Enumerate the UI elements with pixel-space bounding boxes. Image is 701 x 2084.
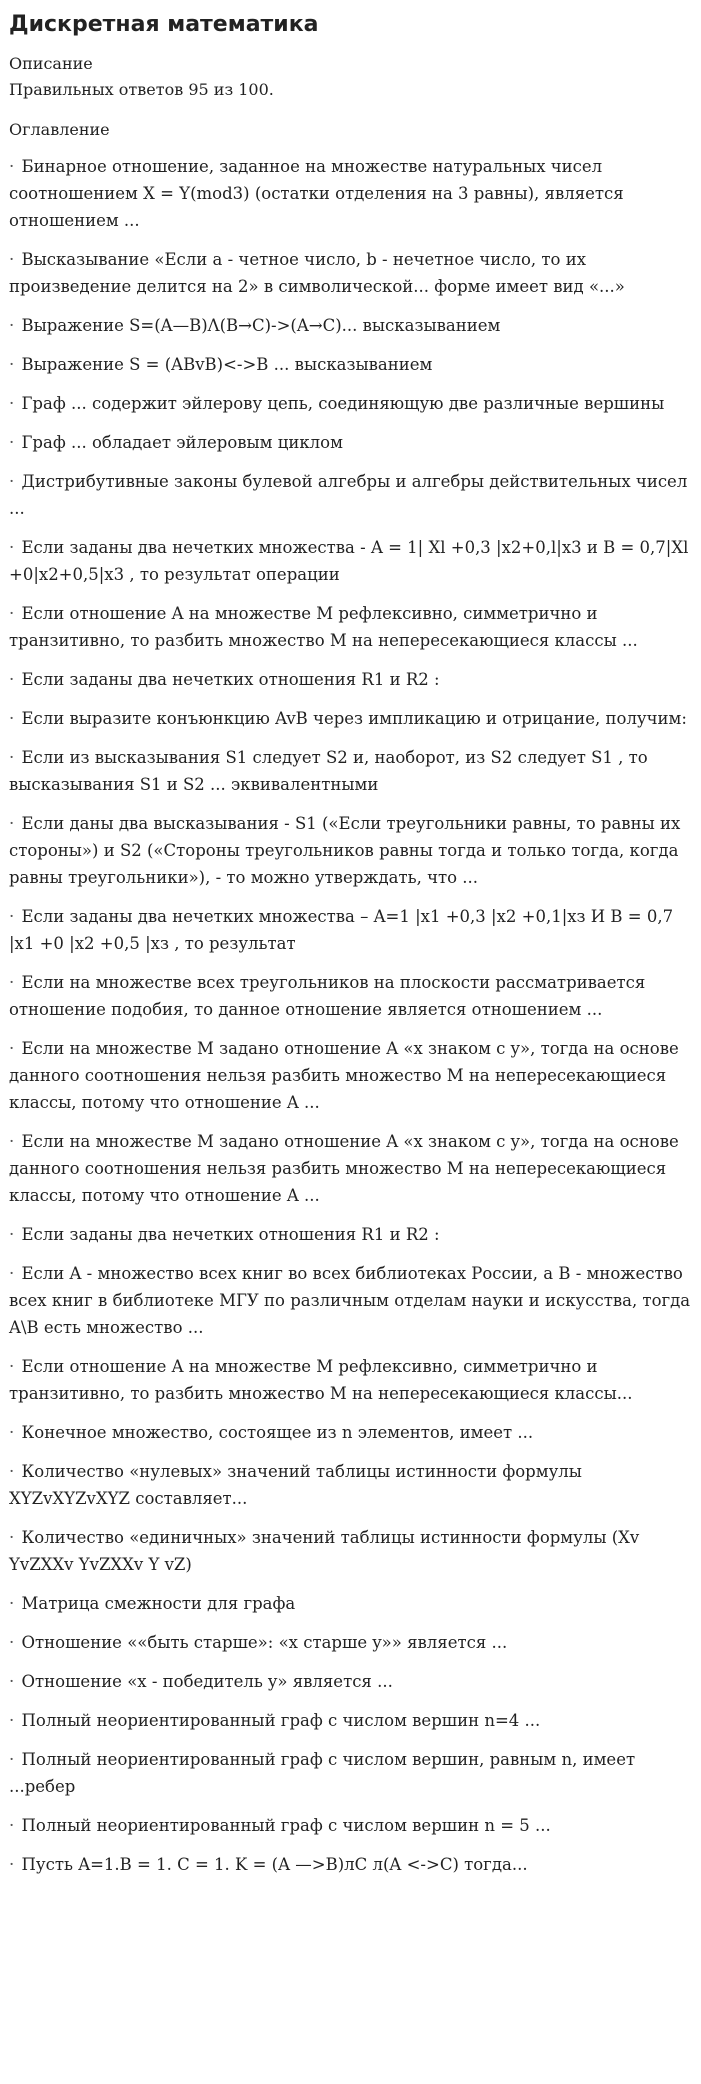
toc-item-label: Граф ... обладает эйлеровым циклом — [21, 433, 343, 452]
toc-bullet: · — [9, 907, 15, 926]
toc-item[interactable] — [9, 351, 691, 378]
toc-bullet: · — [9, 316, 15, 335]
toc-item[interactable] — [9, 810, 691, 891]
toc-bullet: · — [9, 472, 15, 491]
toc-bullet: · — [9, 394, 15, 413]
toc-item[interactable] — [9, 1746, 691, 1800]
toc-item-label: Если заданы два нечетких множества – A=1 |x1 +0,3 |x2 +0,1|xз И B = 0,7 |x1 +0 |x2 +0,5 |xз , то результат — [9, 907, 674, 953]
toc-item[interactable] — [9, 1221, 691, 1248]
toc-item-label: Бинарное отношение, заданное на множестве натуральных чисел соотношением X = Y(mod3) (остатки отделения на 3 равны), является отношением ... — [9, 157, 624, 230]
toc-item[interactable] — [9, 600, 691, 654]
toc-item-label: Полный неориентированный граф с числом вершин n=4 ... — [21, 1711, 541, 1730]
toc-item-label: Отношение «x - победитель y» является ... — [21, 1672, 393, 1691]
toc-heading: Оглавление — [9, 120, 110, 139]
toc-bullet: · — [9, 1633, 15, 1652]
toc-item-label: Отношение ««быть старше»: «x старше y»» является ... — [21, 1633, 508, 1652]
toc-item-label: Если заданы два нечетких отношения R1 и R2 : — [21, 670, 440, 689]
toc-item-label: Пусть A=1.B = 1. C = 1. K = (A —>B)лC л(A <->C) тогда... — [21, 1855, 528, 1874]
toc-bullet: · — [9, 1039, 15, 1058]
toc-item[interactable] — [9, 468, 691, 522]
toc-bullet: · — [9, 748, 15, 767]
toc-bullet: · — [9, 355, 15, 374]
toc-item-label: Высказывание «Если а - четное число, b - нечетное число, то их произведение делится на 2» в символической... форме имеет вид «...» — [9, 250, 625, 296]
toc-bullet: · — [9, 1264, 15, 1283]
toc-item-label: Полный неориентированный граф с числом вершин, равным n, имеет ...ребер — [9, 1750, 636, 1796]
toc-bullet: · — [9, 1528, 15, 1547]
toc-item-label: Если из высказывания S1 следует S2 и, наоборот, из S2 следует S1 , то высказывания S1 и S2 ... эквивалентными — [9, 748, 648, 794]
toc-bullet: · — [9, 1750, 15, 1769]
description-label: Описание — [9, 54, 93, 73]
toc-bullet: · — [9, 973, 15, 992]
toc-item[interactable] — [9, 1851, 691, 1878]
toc-bullet: · — [9, 1462, 15, 1481]
toc-item-label: Полный неориентированный граф с числом вершин n = 5 ... — [21, 1816, 551, 1835]
toc-item-label: Выражение S = (ABvB)<->B ... высказыванием — [21, 355, 433, 374]
toc-item-label: Количество «нулевых» значений таблицы истинности формулы XYZvXYZvXYZ составляет... — [9, 1462, 582, 1508]
toc-bullet: · — [9, 709, 15, 728]
toc-item[interactable] — [9, 1128, 691, 1209]
toc-bullet: · — [9, 433, 15, 452]
toc-item-label: Если A - множество всех книг во всех библиотеках России, а B - множество всех книг в библиотеке МГУ по различным отделам науки и искусства, тогда A\B есть множество ... — [9, 1264, 691, 1337]
toc-item[interactable] — [9, 1458, 691, 1512]
toc-item[interactable] — [9, 666, 691, 693]
toc-bullet: · — [9, 1594, 15, 1613]
toc-item[interactable] — [9, 246, 691, 300]
toc-bullet: · — [9, 157, 15, 176]
toc-item-label: Если отношение A на множестве M рефлексивно, симметрично и транзитивно, то разбить множество M на непересекающиеся классы... — [9, 1357, 633, 1403]
toc-item[interactable] — [9, 429, 691, 456]
toc-item-label: Матрица смежности для графа — [21, 1594, 296, 1613]
toc-bullet: · — [9, 1357, 15, 1376]
toc-item-label: Выражение S=(A—B)Λ(B→C)->(A→C)... высказыванием — [21, 316, 501, 335]
toc-item-label: Если выразите конъюнкцию AvB через импликацию и отрицание, получим: — [21, 709, 687, 728]
toc-item-label: Если заданы два нечетких отношения R1 и R2 : — [21, 1225, 440, 1244]
toc-item[interactable] — [9, 705, 691, 732]
toc-item[interactable] — [9, 1629, 691, 1656]
table-of-contents — [9, 153, 691, 1878]
toc-item-label: Если на множестве всех треугольников на плоскости рассматривается отношение подобия, то данное отношение является отношением ... — [9, 973, 646, 1019]
toc-item-label: Количество «единичных» значений таблицы истинности формулы (Xv YvZXXv YvZXXv Y vZ) — [9, 1528, 640, 1574]
result-text: Правильных ответов 95 из 100. — [9, 80, 274, 99]
page-title: Дискретная математика — [9, 12, 319, 37]
toc-item[interactable] — [9, 1590, 691, 1617]
toc-bullet: · — [9, 1132, 15, 1151]
toc-item-label: Конечное множество, состоящее из n элементов, имеет ... — [21, 1423, 534, 1442]
toc-item-label: Если отношение A на множестве M рефлексивно, симметрично и транзитивно, то разбить множество M на непересекающиеся классы ... — [9, 604, 638, 650]
toc-bullet: · — [9, 1423, 15, 1442]
toc-item-label: Дистрибутивные законы булевой алгебры и алгебры действительных чисел ... — [9, 472, 688, 518]
toc-item-label: Если на множестве M задано отношение A «x знаком с y», тогда на основе данного соотношения нельзя разбить множество M на непересекающиеся классы, потому что отношение A ... — [9, 1039, 679, 1112]
toc-bullet: · — [9, 670, 15, 689]
toc-item-label: Если заданы два нечетких множества - A = 1| Xl +0,3 |x2+0,l|x3 и B = 0,7|Xl +0|x2+0,5|x3 , то результат операции — [9, 538, 689, 584]
toc-bullet: · — [9, 250, 15, 269]
toc-item[interactable] — [9, 1260, 691, 1341]
toc-item[interactable] — [9, 1668, 691, 1695]
toc-item[interactable] — [9, 744, 691, 798]
toc-bullet: · — [9, 1672, 15, 1691]
toc-item[interactable] — [9, 1707, 691, 1734]
toc-bullet: · — [9, 604, 15, 623]
toc-item[interactable] — [9, 1524, 691, 1578]
toc-item[interactable] — [9, 1419, 691, 1446]
toc-item[interactable] — [9, 153, 691, 234]
toc-item[interactable] — [9, 390, 691, 417]
toc-bullet: · — [9, 1711, 15, 1730]
toc-item[interactable] — [9, 969, 691, 1023]
toc-bullet: · — [9, 1855, 15, 1874]
toc-bullet: · — [9, 814, 15, 833]
toc-item[interactable] — [9, 1035, 691, 1116]
toc-item[interactable] — [9, 312, 691, 339]
toc-bullet: · — [9, 538, 15, 557]
toc-item[interactable] — [9, 903, 691, 957]
toc-item-label: Граф ... содержит эйлерову цепь, соединяющую две различные вершины — [21, 394, 665, 413]
toc-item-label: Если на множестве M задано отношение A «x знаком с y», тогда на основе данного соотношения нельзя разбить множество M на непересекающиеся классы, потому что отношение A ... — [9, 1132, 679, 1205]
toc-item[interactable] — [9, 1812, 691, 1839]
toc-item[interactable] — [9, 1353, 691, 1407]
toc-item[interactable] — [9, 534, 691, 588]
toc-bullet: · — [9, 1225, 15, 1244]
toc-bullet: · — [9, 1816, 15, 1835]
toc-item-label: Если даны два высказывания - S1 («Если треугольники равны, то равны их стороны») и S2 («Стороны треугольников равны тогда и только тогда, когда равны треугольники»), - то можно утверждать, что ... — [9, 814, 681, 887]
